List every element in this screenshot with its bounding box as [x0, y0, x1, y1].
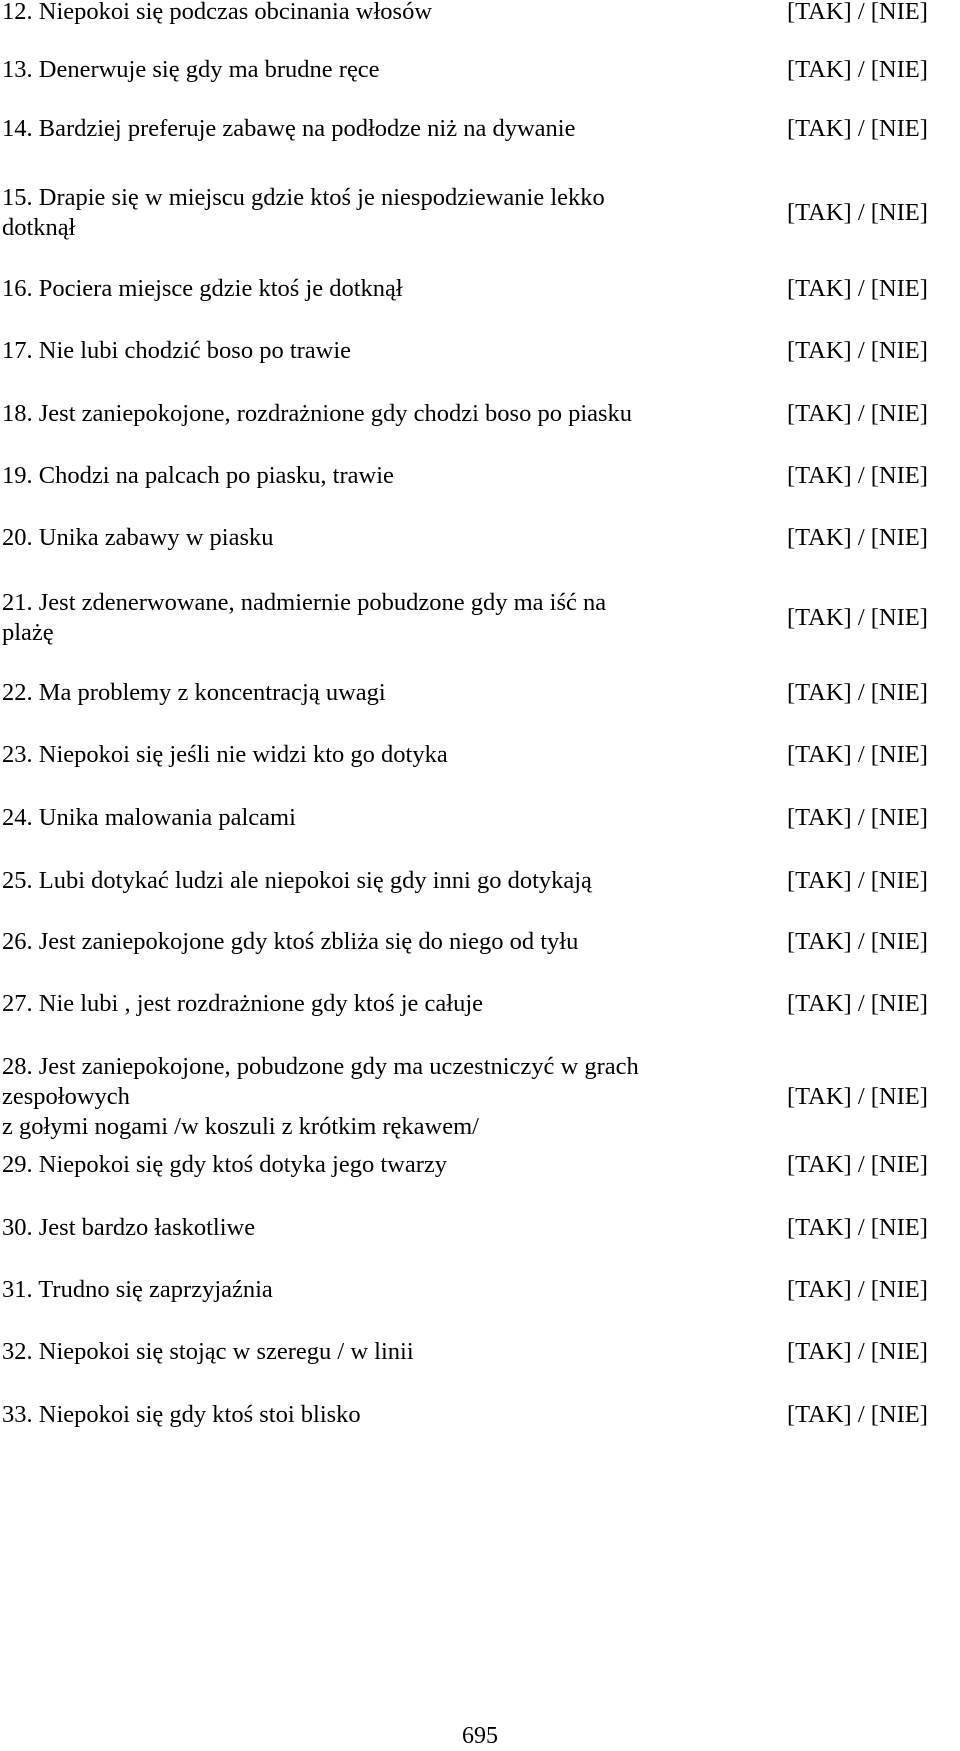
question-text-line: 21. Jest zdenerwowane, nadmiernie pobudzone gdy ma iść na — [2, 589, 607, 616]
question-text — [2, 927, 762, 957]
question-text — [2, 803, 762, 833]
answer-options: [TAK] / [NIE] — [787, 1401, 928, 1428]
question-text-line: 25. Lubi dotykać ludzi ale niepokoi się gdy inni go dotykają — [2, 867, 592, 894]
question-text — [2, 336, 762, 366]
question-text — [2, 274, 762, 304]
question-text — [2, 0, 762, 27]
answer-options: [TAK] / [NIE] — [787, 462, 928, 489]
question-text-line: 18. Jest zaniepokojone, rozdrażnione gdy chodzi boso po piasku — [2, 400, 633, 427]
question-text — [2, 183, 762, 243]
question-text-line: 22. Ma problemy z koncentracją uwagi — [2, 679, 386, 706]
answer-options: [TAK] / [NIE] — [787, 199, 928, 226]
question-text-line: 28. Jest zaniepokojone, pobudzone gdy ma uczestniczyć w grach — [2, 1053, 639, 1080]
question-text-line: plażę — [2, 619, 54, 646]
question-text-line: 13. Denerwuje się gdy ma brudne ręce — [2, 56, 380, 83]
answer-options: [TAK] / [NIE] — [787, 1276, 928, 1303]
question-text — [2, 1150, 762, 1180]
question-text — [2, 1275, 762, 1305]
question-text — [2, 399, 762, 429]
answer-options: [TAK] / [NIE] — [787, 679, 928, 706]
question-text — [2, 55, 762, 85]
answer-options: [TAK] / [NIE] — [787, 604, 928, 631]
question-text — [2, 740, 762, 770]
question-text — [2, 1400, 762, 1430]
answer-options: [TAK] / [NIE] — [787, 1338, 928, 1365]
question-text — [2, 866, 762, 896]
question-text-line: 12. Niepokoi się podczas obcinania włosów — [2, 0, 433, 25]
answer-options: [TAK] / [NIE] — [787, 867, 928, 894]
question-text — [2, 461, 762, 491]
question-text — [2, 989, 762, 1019]
answer-options: [TAK] / [NIE] — [787, 0, 928, 25]
question-text-line: 16. Pociera miejsce gdzie ktoś je dotknął — [2, 275, 403, 302]
question-text-line: 24. Unika malowania palcami — [2, 804, 296, 831]
question-text-line: dotknął — [2, 214, 76, 241]
page-number: 695 — [462, 1723, 498, 1749]
answer-options: [TAK] / [NIE] — [787, 1083, 928, 1110]
question-text — [2, 1213, 762, 1243]
answer-options: [TAK] / [NIE] — [787, 804, 928, 831]
question-text-line: 17. Nie lubi chodzić boso po trawie — [2, 337, 352, 364]
question-text-line: 31. Trudno się zaprzyjaźnia — [2, 1276, 273, 1303]
question-text-line: 19. Chodzi na palcach po piasku, trawie — [2, 462, 394, 489]
answer-options: [TAK] / [NIE] — [787, 275, 928, 302]
answer-options: [TAK] / [NIE] — [787, 990, 928, 1017]
answer-options: [TAK] / [NIE] — [787, 524, 928, 551]
question-text-line: zespołowych — [2, 1083, 130, 1110]
question-text-line: 26. Jest zaniepokojone gdy ktoś zbliża się do niego od tyłu — [2, 928, 579, 955]
question-text-line: 20. Unika zabawy w piasku — [2, 524, 274, 551]
answer-options: [TAK] / [NIE] — [787, 928, 928, 955]
question-text-line: 27. Nie lubi , jest rozdrażnione gdy ktoś je całuje — [2, 990, 484, 1017]
question-text-line: 30. Jest bardzo łaskotliwe — [2, 1214, 256, 1241]
question-text-line: 33. Niepokoi się gdy ktoś stoi blisko — [2, 1401, 361, 1428]
question-text — [2, 523, 762, 553]
answer-options: [TAK] / [NIE] — [787, 337, 928, 364]
question-text — [2, 678, 762, 708]
question-text-line: 32. Niepokoi się stojąc w szeregu / w linii — [2, 1338, 414, 1365]
answer-options: [TAK] / [NIE] — [787, 1214, 928, 1241]
question-text-line: 15. Drapie się w miejscu gdzie ktoś je niespodziewanie lekko — [2, 184, 605, 211]
question-text-line: 23. Niepokoi się jeśli nie widzi kto go dotyka — [2, 741, 448, 768]
question-text-line: 14. Bardziej preferuje zabawę na podłodze niż na dywanie — [2, 115, 576, 142]
question-text — [2, 114, 762, 144]
answer-options: [TAK] / [NIE] — [787, 1151, 928, 1178]
answer-options: [TAK] / [NIE] — [787, 741, 928, 768]
question-text — [2, 1337, 762, 1367]
answer-options: [TAK] / [NIE] — [787, 56, 928, 83]
answer-options: [TAK] / [NIE] — [787, 400, 928, 427]
question-text-line: z gołymi nogami /w koszuli z krótkim rękawem/ — [2, 1113, 479, 1140]
question-text-line: 29. Niepokoi się gdy ktoś dotyka jego twarzy — [2, 1151, 448, 1178]
question-text — [2, 1052, 762, 1142]
answer-options: [TAK] / [NIE] — [787, 115, 928, 142]
question-text — [2, 588, 762, 648]
